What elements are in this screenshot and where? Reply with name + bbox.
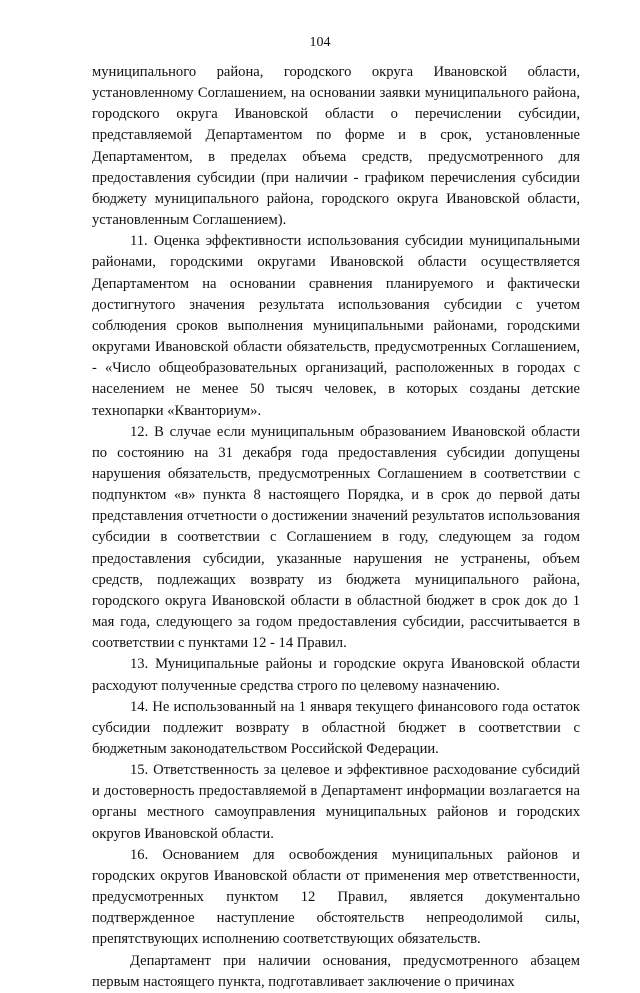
paragraph-item-16: 16. Основанием для освобождения муниципальных районов и городских округов Ивановской области от применения мер ответственности, предусмотренных пунктом 12 Правил, является документально подтвержденное наступление обстоятельств непреодолимой силы, препятствующих исполнению соответствующих обязательств. <box>92 846 580 948</box>
document-body <box>92 62 580 993</box>
paragraph-item-16-continuation: Департамент при наличии основания, предусмотренного абзацем первым настоящего пункта, подготавливает заключение о причинах <box>92 952 580 990</box>
page-number: 104 <box>309 35 331 50</box>
paragraph-continuation: муниципального района, городского округа Ивановской области, установленному Соглашением, на основании заявки муниципального района, городского округа Ивановской области о перечислении субсидии, представляемой Департаментом по форме и в срок, установленные Департаментом, в пределах объема средств, предусмотренного для предоставления субсидии (при наличии - графиком перечисления субсидии бюджету муниципального района, городского округа Ивановской области, установленным Соглашением). <box>92 64 580 229</box>
paragraph-item-14: 14. Не использованный на 1 января текущего финансового года остаток субсидии подлежит возврату в областной бюджет в соответствии с бюджетным законодательством Российской Федерации. <box>92 698 580 757</box>
paragraph-item-15: 15. Ответственность за целевое и эффективное расходование субсидий и достоверность предоставляемой в Департамент информации возлагается на органы местного самоуправления муниципальных районов и городских округов Ивановской области. <box>92 762 580 842</box>
paragraph-item-12: 12. В случае если муниципальным образованием Ивановской области по состоянию на 31 декабря года предоставления субсидии допущены нарушения обязательств, предусмотренных Соглашением в соответствии с подпунктом «в» пункта 8 настоящего Порядка, и в срок до первой даты представления отчетности о достижении значений результатов использования субсидии в соответствии с Соглашением в году, следующем за годом предоставления субсидии, указанные нарушения не устранены, объем средств, подлежащих возврату из бюджета муниципального района, городского округа Ивановской области в областной бюджет в срок док до 1 мая года, следующего за годом предоставления субсидии, рассчитывается в соответствии с пунктами 12 - 14 Правил. <box>92 423 580 652</box>
paragraph-item-11: 11. Оценка эффективности использования субсидии муниципальными районами, городскими округами Ивановской области осуществляется Департаментом на основании сравнения планируемого и фактически достигнутого значения результата использования субсидии с учетом соблюдения сроков выполнения муниципальными районами, городскими округами Ивановской области обязательств, предусмотренных Соглашением, - «Число общеобразовательных организаций, расположенных в городах с населением не менее 50 тысяч человек, в которых созданы детские технопарки «Кванториум». <box>92 233 580 419</box>
paragraph-item-13: 13. Муниципальные районы и городские округа Ивановской области расходуют полученные средства строго по целевому назначению. <box>92 656 580 694</box>
